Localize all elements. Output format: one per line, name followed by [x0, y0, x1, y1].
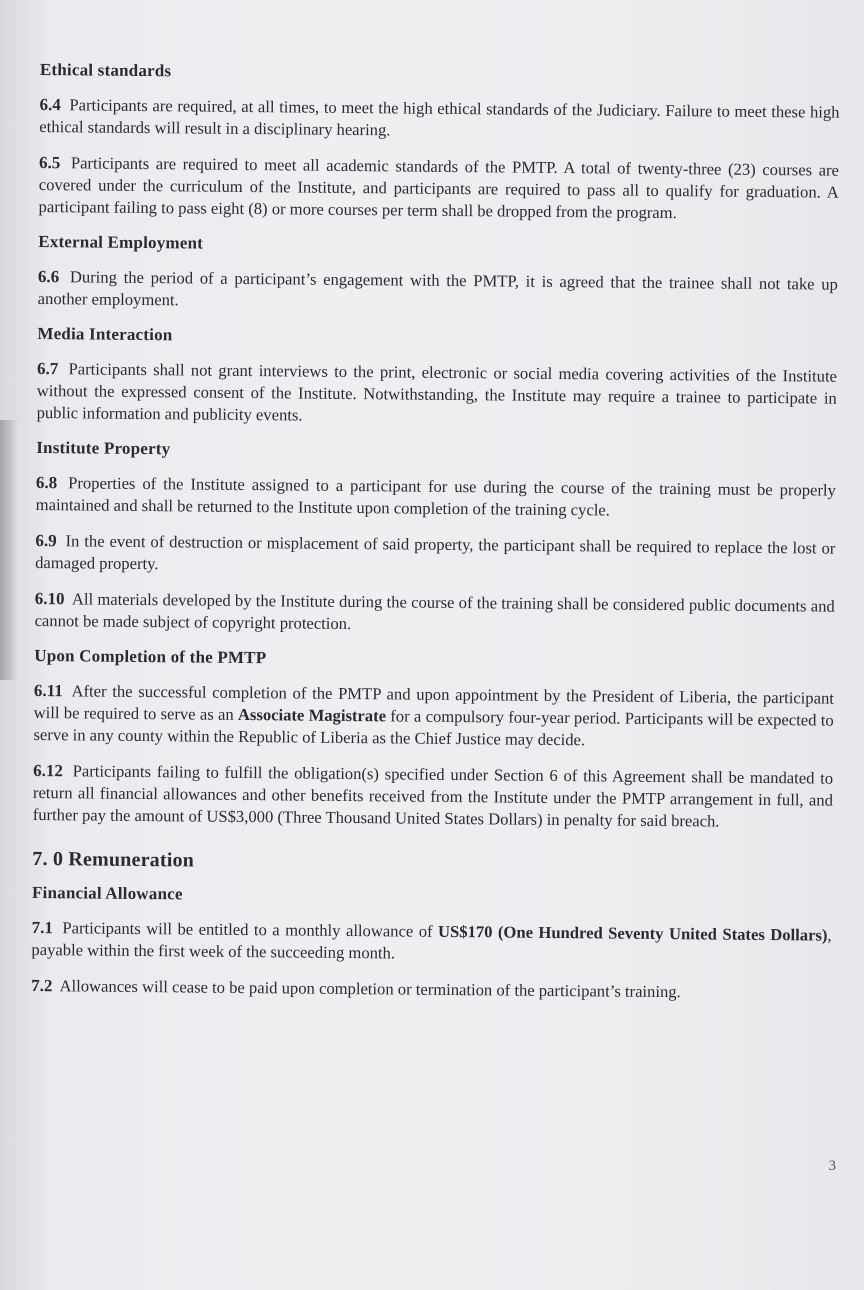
clause-6-4	[39, 94, 839, 146]
clause-number: 6.7	[36, 358, 59, 379]
clause-text-before: Participants will be entitled to a monthly allowance of	[62, 918, 433, 941]
heading-external-employment: External Employment	[38, 231, 204, 253]
clause-text-after: for a compulsory four-year period. Participants will be expected to serve in any county within the Republic of Liberia as the Chief Justice may decide.	[33, 706, 834, 750]
clause-number: 6.4	[39, 94, 61, 115]
clause-text: Allowances will cease to be paid upon completion or termination of the participant’s training.	[59, 976, 681, 1002]
clause-text: During the period of a participant’s engagement with the PMTP, it is agreed that the trainee shall not take up another employment.	[37, 267, 838, 310]
clause-bold-text: US$170 (One Hundred Seventy United States Dollars)	[437, 921, 828, 945]
heading-upon-completion: Upon Completion of the PMTP	[34, 645, 267, 668]
clause-number: 7.1	[31, 917, 54, 938]
clause-text: Properties of the Institute assigned to a participant for use during the course of the training must be properly maintained and shall be returned to the Institute upon completion of the training cycle.	[35, 473, 836, 520]
heading-ethical-standards: Ethical standards	[39, 60, 172, 81]
clause-6-11	[33, 680, 834, 754]
clause-6-7	[37, 358, 838, 432]
clause-number: 6.6	[37, 266, 60, 287]
clause-6-12	[33, 760, 834, 834]
heading-remuneration: 7. 0 Remuneration	[32, 847, 195, 872]
clause-text-after: , payable within the first week of the succeeding month.	[31, 925, 832, 963]
clause-7-1	[31, 917, 831, 969]
clause-text: All materials developed by the Institute during the course of the training shall be considered public documents and cannot be made subject of copyright protection.	[34, 589, 835, 634]
clause-number: 6.11	[33, 680, 63, 701]
clause-7-2	[31, 975, 831, 1005]
clause-number: 6.8	[35, 472, 58, 493]
clause-text: Participants shall not grant interviews to the print, electronic or social media covering activities of the Institute without the expressed consent of the Institute. Notwithstanding, the Institute may require a trainee to participate in public information and publicity events.	[36, 359, 838, 425]
clause-6-6	[38, 266, 838, 318]
heading-institute-property: Institute Property	[36, 437, 171, 459]
clause-text: Participants are required, at all times, to meet the high ethical standards of the Judiciary. Failure to meet these high ethical standards will result in a disciplinary hearing.	[39, 95, 840, 140]
page-number: 3	[828, 1158, 836, 1174]
clause-text: In the event of destruction or misplacement of said property, the participant shall be required to replace the lost or damaged property.	[35, 531, 836, 574]
clause-bold-text: Associate Magistrate	[237, 704, 387, 726]
clause-number: 7.2	[31, 975, 53, 996]
clause-text-before: After the successful completion of the PMTP and upon appointment by the President of Liberia, the participant will be required to serve as an	[33, 681, 835, 724]
clause-text: Participants failing to fulfill the obligation(s) specified under Section 6 of this Agreement shall be mandated to return all financial allowances and other benefits received from the Institute under the PMTP arrangement in full, and further pay the amount of US$3,000 (Three Thousand United States Dollars) in penalty for said breach.	[32, 761, 834, 831]
document-body	[31, 60, 840, 1019]
clause-number: 6.12	[33, 760, 64, 781]
clause-6-9	[35, 530, 835, 582]
clause-6-8	[36, 472, 836, 524]
clause-number: 6.10	[34, 588, 65, 609]
heading-media-interaction: Media Interaction	[37, 323, 173, 345]
clause-6-10	[35, 588, 835, 640]
clause-6-5	[38, 152, 839, 226]
clause-number: 6.5	[38, 152, 61, 173]
clause-text: Participants are required to meet all academic standards of the PMTP. A total of twenty-three (23) courses are covered under the curriculum of the Institute, and participants are required to pass all to qualify for graduation. A participant failing to pass eight (8) or more courses per term shall be dropped from the program.	[38, 153, 840, 223]
clause-number: 6.9	[35, 530, 57, 551]
heading-financial-allowance: Financial Allowance	[31, 882, 183, 904]
